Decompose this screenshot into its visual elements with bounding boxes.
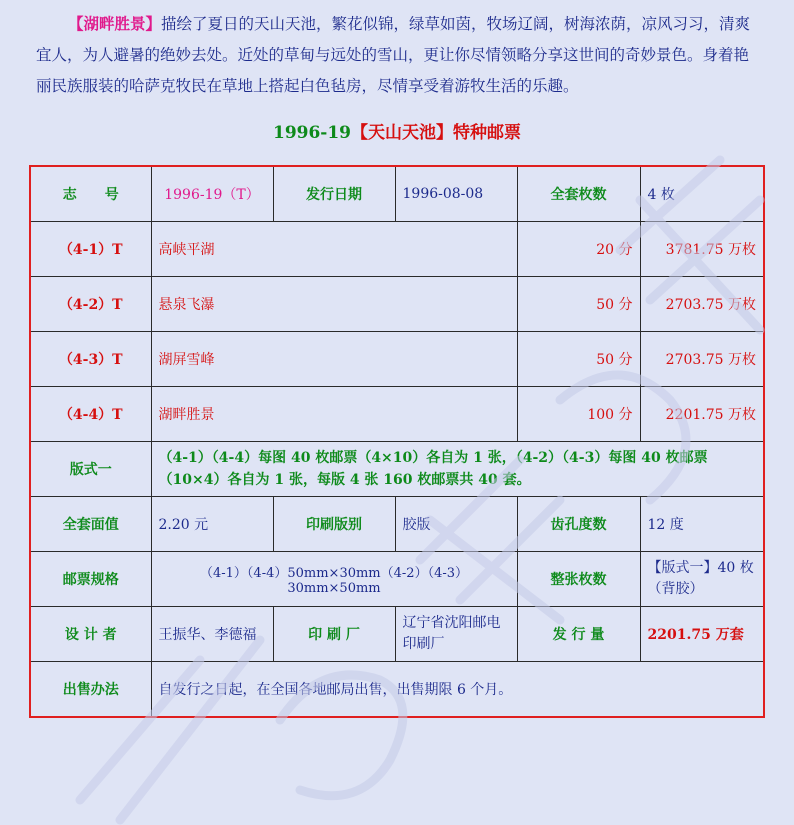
stamp-value: 50 分 [517,332,640,387]
format-description: （4-1）（4-4）每图 40 枚邮票（4×10）各自为 1 张，（4-2）（4-3）每图 40 枚邮票（10×4）各自为 1 张，每版 4 张 160 枚邮票共 40 套。 [151,442,764,497]
table-row [30,222,764,277]
label-zhihao: 志 号 [30,166,151,222]
stamp-quantity: 3781.75 万枚 [640,222,764,277]
page-title [0,121,794,145]
stamp-info-table [29,165,765,718]
label-perforation: 齿孔度数 [517,497,640,552]
stamp-value: 100 分 [517,387,640,442]
table-row [30,442,764,497]
table-row [30,662,764,718]
issue-date-value: 1996-08-08 [395,166,517,222]
stamp-code: （4-2）T [30,277,151,332]
perforation-value: 12 度 [640,497,764,552]
zhihao-value: 1996-19（T） [151,166,273,222]
table-row [30,552,764,607]
stamp-code: （4-4）T [30,387,151,442]
face-value: 2.20 元 [151,497,273,552]
table-row [30,387,764,442]
table-row [30,277,764,332]
table-row [30,166,764,222]
title-number: 1996-19 [272,123,352,143]
sheet-count-value: 【版式一】40 枚（背胶） [640,552,764,607]
label-issue-date: 发行日期 [273,166,395,222]
set-count-value: 4 枚 [640,166,764,222]
printer-value: 辽宁省沈阳邮电印刷厂 [395,607,517,662]
stamp-name: 湖屏雪峰 [151,332,517,387]
stamp-name: 高峡平湖 [151,222,517,277]
stamp-quantity: 2703.75 万枚 [640,277,764,332]
stamp-quantity: 2201.75 万枚 [640,387,764,442]
label-designer: 设 计 者 [30,607,151,662]
label-face-value: 全套面值 [30,497,151,552]
designer-value: 王振华、李德福 [151,607,273,662]
table-row [30,607,764,662]
print-type-value: 胶版 [395,497,517,552]
table-row [30,332,764,387]
stamp-name: 湖畔胜景 [151,387,517,442]
label-format: 版式一 [30,442,151,497]
intro-highlight: 【湖畔胜景】 [68,14,162,33]
stamp-name: 悬泉飞瀑 [151,277,517,332]
label-set-count: 全套枚数 [517,166,640,222]
intro-text: 描绘了夏日的天山天池，繁花似锦，绿草如茵，牧场辽阔，树海浓荫，凉风习习，清爽宜人，为人避暑的绝妙去处。近处的草甸与远处的雪山，更让你尽情领略分享这世间的奇妙景色。身着艳丽民族服装的哈萨克牧民在草地上搭起白色毡房，尽情享受着游牧生活的乐趣。 [36,15,751,95]
stamp-quantity: 2703.75 万枚 [640,332,764,387]
label-printer: 印 刷 厂 [273,607,395,662]
table-row [30,497,764,552]
label-print-type: 印刷版别 [273,497,395,552]
label-stamp-size: 邮票规格 [30,552,151,607]
label-sale-method: 出售办法 [30,662,151,718]
stamp-code: （4-3）T [30,332,151,387]
label-sheet-count: 整张枚数 [517,552,640,607]
sale-method-value: 自发行之日起，在全国各地邮局出售，出售期限 6 个月。 [151,662,764,718]
stamp-value: 20 分 [517,222,640,277]
stamp-size-value: （4-1）（4-4）50mm×30mm（4-2）（4-3）30mm×50mm [151,552,517,607]
label-issue-quantity: 发 行 量 [517,607,640,662]
title-name: 【天山天池】特种邮票 [351,123,522,143]
stamp-code: （4-1）T [30,222,151,277]
issue-quantity-value: 2201.75 万套 [640,607,764,662]
intro-paragraph [36,8,762,102]
stamp-value: 50 分 [517,277,640,332]
